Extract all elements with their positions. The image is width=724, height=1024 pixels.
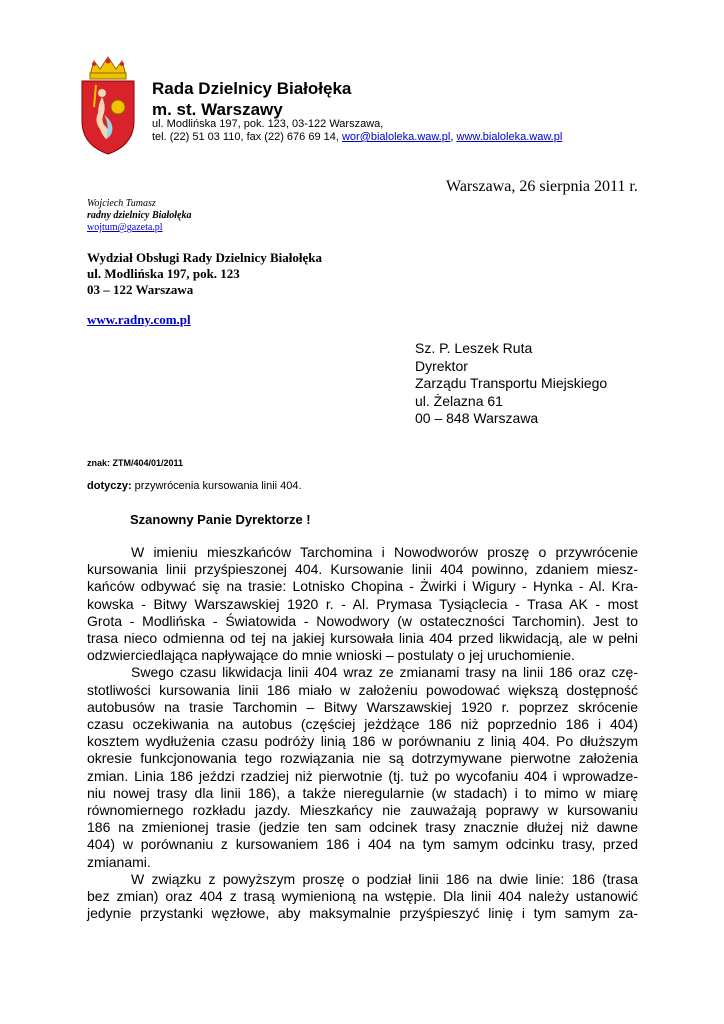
body-line: W związku z powyższym proszę o podział linii 186 na dwie linie: 186 (trasa [131, 870, 638, 887]
body-line: zmianami. [87, 853, 151, 870]
body-line: trasa nieco odmienna od tej na jakiej kursowała linia 404 przed likwidacją, ale w pełni [87, 630, 638, 647]
body-line: W imieniu mieszkańców Tarchomina i Nowodworów proszę o przywrócenie [131, 544, 638, 560]
organization-name [152, 78, 351, 120]
recipient-city: 00 – 848 Warszawa [415, 410, 539, 426]
body-line: zmian. Linia 186 jeździ rzadziej niż pierwotnie (tj. tuż po wycofaniu 404 i wprowadze- [87, 767, 638, 784]
body-line: bez zmian) oraz 404 z trasą wymienioną na wstępie. Dla linii 404 należy ustanowić [87, 888, 638, 905]
body-line: kursowania linii przyśpieszonej 404. Kursowanie linii 404 powinno, zdaniem miesz- [87, 561, 638, 578]
department-name: Wydział Obsługi Rady Dzielnicy Białołęka [87, 250, 322, 265]
body-line: 186 na zmienionej trasie (jedzie ten sam odcinek trasy znacznie dłużej niż dawne [87, 819, 638, 836]
reference-sign: znak: ZTM/404/01/2011 [87, 458, 184, 468]
recipient-organization: Zarządu Transportu Miejskiego [415, 375, 608, 391]
letter-date: Warszawa, 26 sierpnia 2011 r. [446, 178, 638, 195]
body-line: kosztem wydłużenia czasu podróży linią 186 w porównaniu z linią 404. Po dłuższym [87, 733, 638, 750]
organization-address: ul. Modlińska 197, pok. 123, 03-122 Warszawa, [152, 118, 384, 130]
radny-website-link[interactable]: www.radny.com.pl [87, 312, 191, 327]
body-line: jedynie przystanki węzłowe, aby maksymalnie przyśpieszyć linię i tym samym za- [87, 905, 638, 922]
department-block [87, 250, 322, 298]
subject-line [87, 480, 302, 492]
body-line: stotliwości kursowania linii 186 miało w założeniu powodować większą dostępność [87, 681, 638, 698]
sender-block [87, 198, 191, 234]
body-line: autobusów na trasie Tarchomin – Bitwy Warszawskiej 1920 r. poprzez skrócenie [87, 698, 638, 715]
body-line: kowska - Bitwy Warszawskiej 1920 r. - Al. Prymasa Tysiąclecia - Trasa AK - most [87, 595, 638, 612]
warsaw-crest-logo [80, 55, 136, 155]
organization-contact [152, 118, 562, 144]
contact-website-link[interactable]: www.bialoleka.waw.pl [456, 131, 563, 143]
body-line: Swego czasu likwidacja linii 404 wraz ze zmianami trasy na linii 186 oraz czę- [131, 664, 638, 681]
recipient-block [415, 340, 607, 428]
subject-text: przywrócenia kursowania linii 404. [131, 480, 302, 492]
contact-separator: , [450, 131, 457, 143]
body-line: Grota - Modlińska - Światowida - Nowodwory (w ostateczności Tarchomin). Jest to [87, 612, 638, 629]
recipient-street: ul. Żelazna 61 [415, 392, 503, 409]
body-line: równomiernego rozkładu jazdy. Mieszkańcy nie zauważają poprawy w kursowaniu [87, 802, 638, 819]
sender-name: Wojciech Tumasz [87, 198, 156, 209]
body-line: czasu oczekiwania na autobus (częściej jeżdżące 186 niż poprzednio 186 i 404) [87, 716, 638, 733]
sender-email-link[interactable]: wojtum@gazeta.pl [87, 222, 163, 233]
organization-name-line1: Rada Dzielnicy Białołęka [152, 79, 352, 98]
department-website [87, 312, 191, 328]
body-line: kańców odbywać się na trasie: Lotnisko Chopina - Żwirki i Wigury - Hynka - Al. Kra- [87, 578, 638, 595]
recipient-title: Dyrektor [415, 357, 468, 374]
department-city: 03 – 122 Warszawa [87, 282, 194, 297]
recipient-name: Sz. P. Leszek Ruta [415, 340, 533, 356]
organization-contact-line [152, 131, 562, 144]
department-street: ul. Modlińska 197, pok. 123 [87, 266, 240, 281]
sender-role: radny dzielnicy Białołęka [87, 210, 192, 221]
letter-body [87, 544, 638, 922]
body-line: niu nowej trasy dla linii 186), a także nieregularnie (w stadach) i to mimo w miarę [87, 784, 638, 801]
body-line: okresie funkcjonowania tego rozwiązania nie są dotrzymywane pierwotne założenia [87, 750, 638, 767]
body-line: odzwierciedlająca napływające do mnie wnioski – postulaty o jej uruchomienie. [87, 647, 575, 664]
body-line: 404) w porównaniu z kursowaniem 186 i 404 na tym samym odcinku trasy, przed [87, 836, 638, 853]
organization-name-line2: m. st. Warszawy [152, 100, 283, 119]
subject-label: dotyczy: [87, 480, 132, 492]
contact-phone-fax: tel. (22) 51 03 110, fax (22) 676 69 14, [152, 131, 342, 143]
greeting: Szanowny Panie Dyrektorze ! [130, 512, 311, 527]
contact-email-link[interactable]: wor@bialoleka.waw.pl [341, 131, 451, 143]
